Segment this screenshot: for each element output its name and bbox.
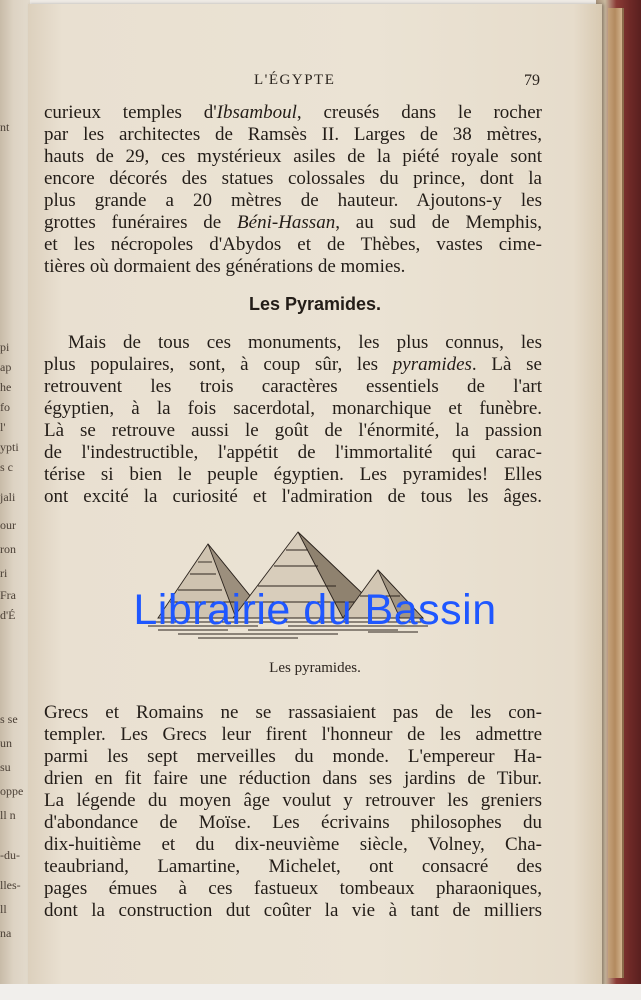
text-line: Là se retrouve aussi le goût de l'énormité, la passion [44, 420, 542, 441]
paragraph-temples [44, 102, 542, 278]
text-line: encore décorés des statues colossales du prince, dont la [44, 168, 542, 189]
book-page [28, 4, 602, 986]
watermark-text: Librairie du Bassin [133, 586, 497, 634]
section-heading: Les Pyramides. [248, 294, 382, 314]
running-title: L'ÉGYPTE [254, 72, 336, 88]
text-line: dix-huitième et du dix-neuvième siècle, Volney, Cha- [44, 834, 542, 855]
text-line: parmi les sept merveilles du monde. L'empereur Ha- [44, 746, 542, 767]
book-page-edges [608, 8, 624, 978]
prev-page-fragment: ron [0, 542, 16, 556]
prev-page-fragment: s se [0, 712, 18, 726]
prev-page-fragment: ll n [0, 808, 16, 822]
text-line: grottes funéraires de Béni-Hassan, au sud de Memphis, [44, 212, 542, 233]
figure-caption: Les pyramides. [269, 660, 361, 676]
text-line: plus populaires, sont, à coup sûr, les pyramides. Là se [44, 354, 542, 375]
prev-page-fragment: ri [0, 566, 8, 580]
text-line: de l'indestructible, l'appétit de l'immortalité qui carac- [44, 442, 542, 463]
text-line: La légende du moyen âge voulut y retrouver les greniers [44, 790, 542, 811]
prev-page-fragment: su [0, 760, 11, 774]
text-line: templer. Les Grecs leur firent l'honneur de les admettre [44, 724, 542, 745]
text-line: pages émues à ces fastueux tombeaux pharaoniques, [44, 878, 542, 899]
place-name: Ibsamboul [216, 102, 297, 123]
text-line: tières où dormaient des générations de momies. [44, 256, 406, 277]
prev-page-fragment: ypti [0, 440, 19, 454]
text-line: curieux temples d'Ibsamboul, creusés dans le rocher [44, 102, 542, 123]
text-line: térise si bien le peuple égyptien. Les pyramides! Elles [44, 464, 542, 485]
text-line: plus grande a 20 mètres de hauteur. Ajoutons-y les [44, 190, 542, 211]
prev-page-fragment: Fra [0, 588, 16, 602]
prev-page-fragment: our [0, 518, 16, 532]
text-line: hauts de 29, ces mystérieux asiles de la piété royale sont [44, 146, 542, 167]
text-line: teaubriand, Lamartine, Michelet, ont consacré des [44, 856, 542, 877]
scan-background [0, 984, 641, 1000]
prev-page-fragment: ll [0, 902, 7, 916]
prev-page-fragment: -du- [0, 848, 20, 862]
prev-page-fragment: lles- [0, 878, 21, 892]
prev-page-fragment: na [0, 926, 12, 940]
prev-page-fragment: d'É [0, 608, 16, 622]
prev-page-fragment: fo [0, 400, 10, 414]
prev-page-fragment: pi [0, 340, 10, 354]
prev-page-fragment: l' [0, 420, 6, 434]
text-line: d'abondance de Moïse. Les écrivains philosophes du [44, 812, 542, 833]
text-line: Mais de tous ces monuments, les plus connus, les [68, 332, 542, 353]
text-line: drien en fit faire une réduction dans ses jardins de Tibur. [44, 768, 542, 789]
prev-page-fragment: jali [0, 490, 16, 504]
text-line: égyptien, à la fois sacerdotal, monarchique et funèbre. [44, 398, 542, 419]
page-header [28, 72, 602, 94]
prev-page-fragment: s c [0, 460, 13, 474]
text-line: par les architectes de Ramsès II. Larges de 38 mètres, [44, 124, 542, 145]
page-number: 79 [524, 72, 540, 89]
prev-page-fragment: he [0, 380, 12, 394]
prev-page-fragment: oppe [0, 784, 24, 798]
prev-page-fragment: un [0, 736, 12, 750]
emphasis: pyramides [392, 354, 472, 375]
paragraph-admiration [44, 702, 542, 922]
prev-page-fragment: nt [0, 120, 10, 134]
text-line: dont la construction dut coûter la vie à tant de milliers [44, 900, 542, 921]
prev-page-fragment: ap [0, 360, 12, 374]
paragraph-pyramids [44, 332, 542, 508]
text-line: Grecs et Romains ne se rassasiaient pas de les con- [44, 702, 542, 723]
previous-page-edge [0, 0, 30, 1000]
place-name: Béni-Hassan [237, 212, 336, 233]
text-line: retrouvent les trois caractères essentiels de l'art [44, 376, 542, 397]
text-line: et les nécropoles d'Abydos et de Thèbes, vastes cime- [44, 234, 542, 255]
text-line: ont excité la curiosité et l'admiration de tous les âges. [44, 486, 542, 507]
